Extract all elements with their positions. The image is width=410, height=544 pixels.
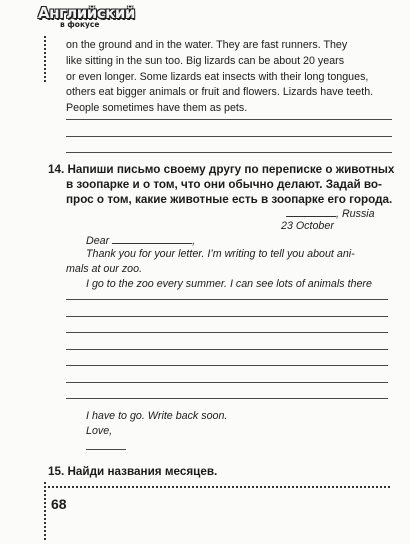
- letter-writing-line[interactable]: [66, 349, 388, 350]
- task-14-line: 14. Напиши письмо своему другу по переписке о животных: [48, 163, 395, 176]
- book-logo: [38, 4, 135, 34]
- letter-closing: I have to go. Write back soon.: [86, 410, 228, 422]
- letter-body-line: mals at our zoo.: [66, 263, 143, 275]
- bottom-dotted-rule: [44, 486, 390, 488]
- task-14-line: прос о том, какие животные есть в зоопарке его города.: [66, 193, 393, 206]
- friend-name-blank[interactable]: [112, 233, 192, 244]
- letter-city: [286, 206, 375, 220]
- task-14-line: в зоопарке и о том, что они обычно делают. Задай во-: [66, 178, 382, 191]
- logo-title: Английский: [38, 4, 135, 22]
- task-15-title: 15. Найди названия месяцев.: [48, 465, 218, 478]
- answer-line[interactable]: [66, 136, 392, 137]
- letter-writing-line[interactable]: [66, 316, 388, 317]
- task-15-instructions: [48, 464, 398, 479]
- greeting-word: Dear: [86, 235, 110, 247]
- task-14-instructions: [48, 162, 398, 207]
- letter-greeting: [86, 233, 195, 247]
- passage-line: People sometimes have them as pets.: [66, 102, 248, 115]
- greeting-comma: ,: [192, 235, 196, 247]
- letter-writing-line[interactable]: [66, 332, 388, 333]
- letter-date: 23 October: [281, 220, 334, 232]
- bottom-dotted-border: [44, 482, 46, 540]
- letter-country: , Russia: [336, 208, 375, 220]
- city-blank[interactable]: [286, 206, 336, 217]
- passage-line: like sitting in the sun too. Big lizards can be about 20 years: [66, 54, 345, 67]
- letter-writing-line[interactable]: [66, 365, 388, 366]
- passage-line: or even longer. Some lizards eat insects with their long tongues,: [66, 70, 369, 83]
- answer-line[interactable]: [66, 152, 392, 153]
- top-dotted-border: [44, 36, 46, 82]
- letter-writing-line[interactable]: [66, 299, 388, 300]
- answer-line[interactable]: [66, 119, 392, 120]
- logo-subtitle: в фокусе: [60, 20, 100, 29]
- signature-line[interactable]: [86, 449, 126, 450]
- lizard-passage: [66, 38, 396, 117]
- passage-line: on the ground and in the water. They are fast runners. They: [66, 39, 348, 51]
- letter-body-line: I go to the zoo every summer. I can see lots of animals there: [86, 278, 372, 290]
- letter-body-line: Thank you for your letter. I’m writing to tell you about ani-: [86, 248, 355, 260]
- letter-writing-line[interactable]: [66, 398, 388, 399]
- page-number: 68: [51, 496, 67, 512]
- passage-line: others eat bigger animals or fruit and flowers. Lizards have teeth.: [66, 86, 374, 99]
- letter-signoff: Love,: [86, 425, 113, 437]
- letter-writing-line[interactable]: [66, 382, 388, 383]
